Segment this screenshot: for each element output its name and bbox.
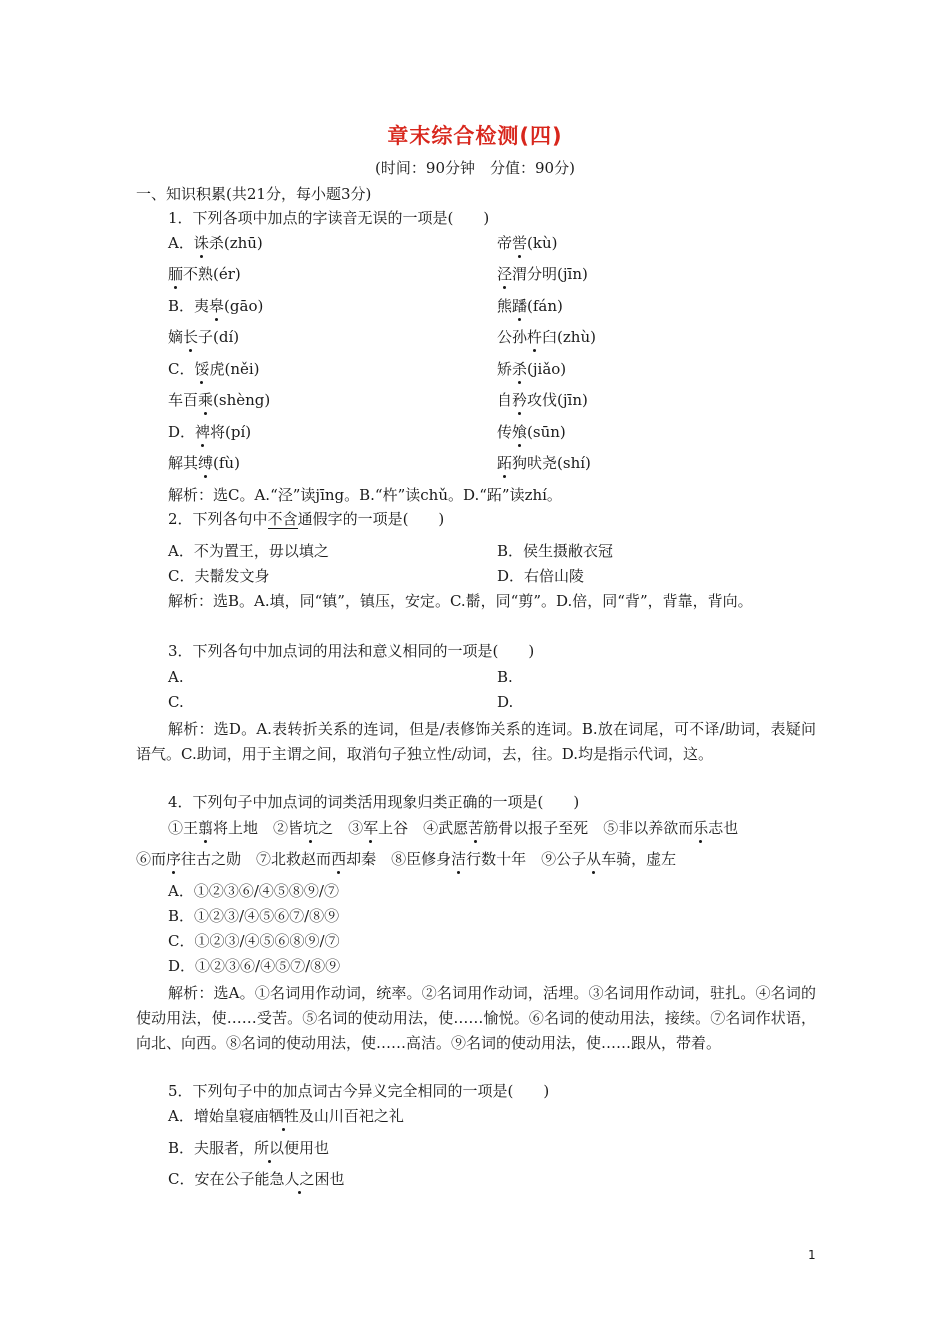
q4-stem: 4．下列句子中加点词的词类活用现象归类正确的一项是( ) — [168, 793, 580, 811]
q5-option-b: B．夫服者，所以便用也 — [168, 1139, 330, 1157]
page-title: 章末综合检测(四) — [387, 124, 563, 148]
q1-option-d-item3: 解其缚(fù) — [168, 454, 240, 472]
q1-option-d-item1: D．裨将(pí) — [168, 423, 252, 441]
q4-option-b: B．①②③/④⑤⑥⑦/⑧⑨ — [168, 907, 340, 925]
q2-analysis: 解析：选B。A.填，同“镇”，镇压，安定。C.鬋，同“剪”。D.倍，同“背”，背靠，背向。 — [168, 592, 753, 610]
q3-stem: 3．下列各句中加点词的用法和意义相同的一项是( ) — [168, 642, 535, 660]
q2-option-c: C．夫鬋发文身 — [168, 567, 270, 585]
q1-option-d-item4: 跖狗吠尧(shí) — [497, 454, 591, 472]
q2-option-a: A．不为置王，毋以填之 — [168, 542, 329, 560]
q1-option-d-item2: 传飧(sūn) — [497, 423, 566, 441]
q4-sentences-line1: ①王翦将上地 ②皆坑之 ③军上谷 ④武愿苦筋骨以报子至死 ⑤非以养欲而乐志也 — [168, 819, 739, 837]
q4-analysis: 解析：选A。①名词用作动词，统率。②名词用作动词，活埋。③名词用作动词，驻扎。④名词的使动用法，使……受苦。⑤名词的使动用法，使……愉悦。⑥名词的使动用法，接续。⑦名词作状语，向北、向西。⑧名词的使动用法，使……高洁。⑨名词的使动用法，使……跟从，带着。 — [136, 984, 816, 1052]
q1-option-a-item2: 帝喾(kù) — [497, 234, 558, 252]
q2-option-b: B．侯生摄敝衣冠 — [497, 542, 614, 560]
q3-option-c: C. — [168, 693, 184, 711]
q4-sentences-line2: ⑥而序往古之勋 ⑦北救赵而西却秦 ⑧臣修身洁行数十年 ⑨公子从车骑，虚左 — [136, 850, 677, 868]
q4-option-d: D．①②③⑥/④⑤⑦/⑧⑨ — [168, 957, 341, 975]
q1-option-c-item3: 车百乘(shèng) — [168, 391, 271, 409]
q1-stem: 1．下列各项中加点的字读音无误的一项是( ) — [168, 209, 490, 227]
page-number: 1 — [808, 1248, 816, 1262]
section-heading: 一、知识积累(共21分，每小题3分) — [136, 185, 372, 203]
q1-option-b-item4: 公孙杵臼(zhù) — [497, 328, 596, 346]
q1-option-c-item4: 自矜攻伐(jīn) — [497, 391, 588, 409]
q3-option-b: B. — [497, 668, 513, 686]
q1-option-a-item4: 泾渭分明(jīn) — [497, 265, 588, 283]
q1-option-b-item3: 嫡长子(dí) — [168, 328, 240, 346]
q3-analysis: 解析：选D。A.表转折关系的连词，但是/表修饰关系的连词。B.放在词尾，可不译/助词，表疑问语气。C.助词，用于主谓之间，取消句子独立性/动词，去，往。D.均是指示代词，这。 — [136, 720, 816, 763]
q4-option-a: A．①②③⑥/④⑤⑧⑨/⑦ — [168, 882, 339, 900]
q5-stem: 5．下列句子中的加点词古今异义完全相同的一项是( ) — [168, 1082, 550, 1100]
q1-option-b-item1: B．夷皋(gāo) — [168, 297, 264, 315]
exam-meta: (时间：90分钟 分值：90分) — [375, 159, 575, 177]
q1-option-a-item3: 胹不熟(ér) — [168, 265, 241, 283]
q2-stem: 2．下列各句中不含通假字的一项是( ) — [168, 510, 445, 528]
q4-option-c: C．①②③/④⑤⑥⑧⑨/⑦ — [168, 932, 340, 950]
q2-option-d: D．右倍山陵 — [497, 567, 585, 585]
q3-option-d: D. — [497, 693, 514, 711]
q1-option-b-item2: 熊蹯(fán) — [497, 297, 563, 315]
q1-analysis: 解析：选C。A.“泾”读jīng。B.“杵”读chǔ。D.“跖”读zhí。 — [168, 486, 562, 504]
q5-option-a: A．增始皇寝庙牺牲及山川百祀之礼 — [168, 1107, 404, 1125]
q1-option-c-item2: 矫杀(jiǎo) — [497, 360, 567, 378]
q1-option-a-item1: A．诛杀(zhū) — [168, 234, 263, 252]
q3-option-a: A. — [168, 668, 184, 686]
q5-option-c: C．安在公子能急人之困也 — [168, 1170, 345, 1188]
q1-option-c-item1: C．馁虎(něi) — [168, 360, 260, 378]
